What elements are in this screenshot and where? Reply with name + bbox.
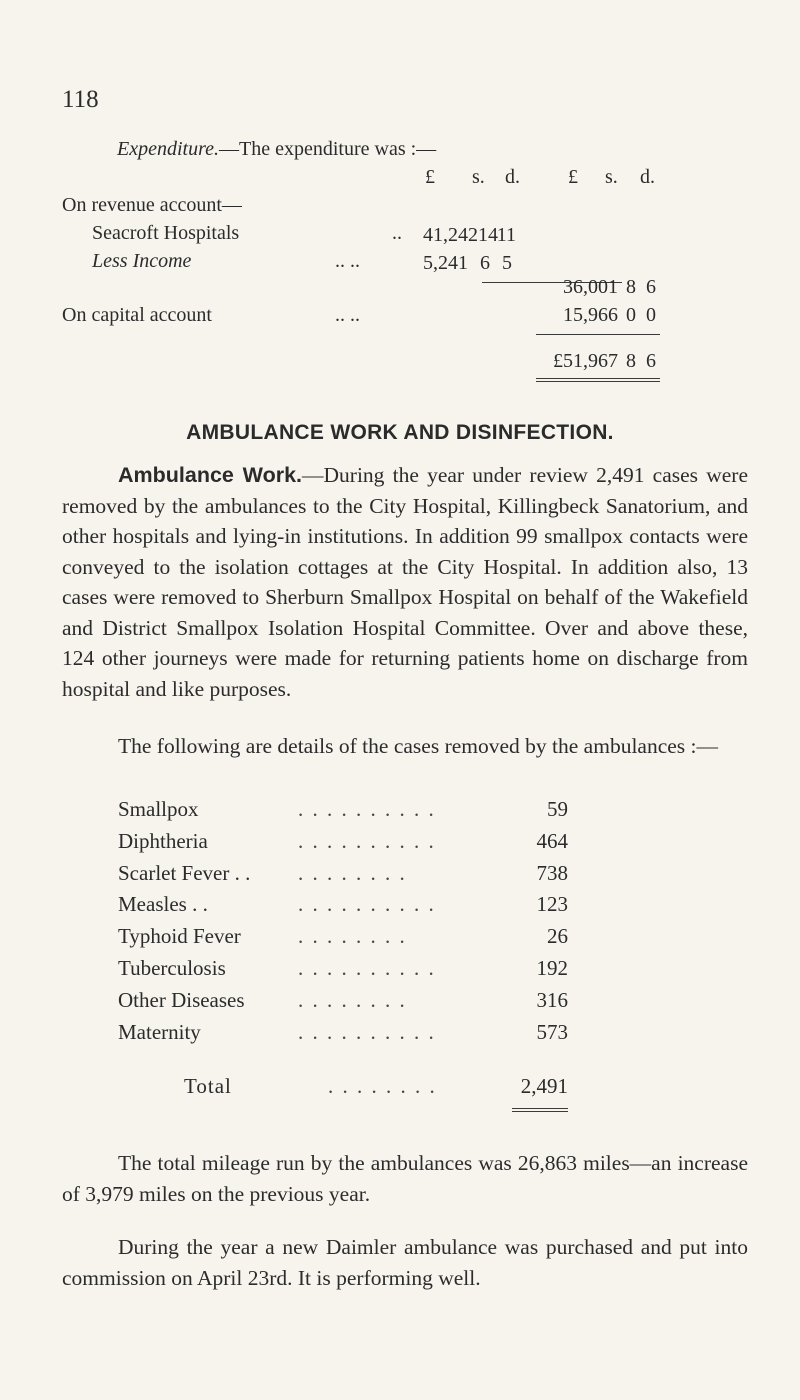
case-leader: . . . . . . . . bbox=[298, 860, 407, 885]
case-value: 573 bbox=[536, 1019, 568, 1044]
ambulance-work-paragraph bbox=[62, 460, 748, 704]
revenue-account-label: On revenue account— bbox=[62, 194, 242, 216]
col-header-shillings-2: s. bbox=[605, 166, 618, 188]
capital-account-label: On capital account bbox=[62, 304, 212, 326]
seacroft-leader: .. bbox=[392, 222, 402, 244]
case-label: Other Diseases bbox=[118, 987, 245, 1012]
case-label: Tuberculosis bbox=[118, 956, 226, 980]
case-row bbox=[118, 861, 568, 893]
capital-pounds: 15,966 bbox=[563, 304, 618, 326]
case-row bbox=[118, 924, 568, 956]
case-value: 26 bbox=[547, 924, 568, 949]
case-label: Smallpox bbox=[118, 797, 199, 821]
case-value: 192 bbox=[536, 956, 568, 980]
case-label: Diphtheria bbox=[118, 828, 208, 853]
capital-shillings: 0 bbox=[626, 304, 636, 326]
total-value: 2,491 bbox=[520, 1074, 568, 1098]
revenue-net-pounds: 36,001 bbox=[563, 276, 618, 298]
case-label: Maternity bbox=[118, 1019, 201, 1044]
col-header-pence-1: d. bbox=[505, 166, 520, 188]
total-double-rule-top bbox=[536, 378, 660, 379]
case-value: 59 bbox=[547, 797, 568, 821]
col-header-pounds-2: £ bbox=[568, 166, 578, 188]
ambulance-work-lead: Ambulance Work. bbox=[118, 463, 303, 487]
seacroft-shillings: 14 bbox=[478, 224, 498, 246]
case-row bbox=[118, 1020, 568, 1052]
case-row bbox=[118, 829, 568, 861]
case-leader: . . . . . . . . bbox=[298, 987, 407, 1012]
details-intro: The following are details of the cases removed by the ambulances :— bbox=[118, 734, 719, 758]
capital-account-leader: .. .. bbox=[335, 304, 360, 326]
less-income-leader: .. .. bbox=[335, 250, 360, 272]
ambulance-work-text: —During the year under review 2,491 cases were removed by the ambulances to the City Hospital, Killingbeck Sanatorium, and other hospitals and lying-in institutions. In addition 99 smallpox contacts were conveyed to the isolation cottages at the City Hospital. In addition also, 13 cases were removed to Sherburn Smallpox Hospital on behalf of the Wakefield and District Smallpox Isolation Hospital Committee. Over and above these, 124 other journeys were made for returning patients home on discharge from hospital and like purposes. bbox=[62, 463, 748, 701]
case-value: 464 bbox=[536, 828, 568, 853]
section-heading: AMBULANCE WORK AND DISINFECTION. bbox=[186, 421, 614, 444]
total-double-rule-bottom bbox=[536, 381, 660, 382]
case-leader: . . . . . . . . . . bbox=[298, 1019, 436, 1044]
case-leader: . . . . . . . . . . bbox=[298, 892, 436, 917]
revenue-net-pence: 6 bbox=[646, 276, 656, 298]
table-total-rule-bottom bbox=[512, 1111, 568, 1112]
case-value: 738 bbox=[536, 860, 568, 885]
col-header-pounds-1: £ bbox=[425, 166, 435, 188]
seacroft-pounds: 41,242 bbox=[423, 224, 478, 246]
case-row bbox=[118, 956, 568, 988]
table-total-rule-top bbox=[512, 1108, 568, 1109]
case-row bbox=[118, 797, 568, 829]
total-leader: . . . . . . . . bbox=[328, 1074, 437, 1098]
case-value: 316 bbox=[536, 987, 568, 1012]
less-income-pounds: 5,241 bbox=[423, 252, 468, 274]
case-row bbox=[118, 892, 568, 924]
expenditure-intro-text: —The expenditure was :— bbox=[219, 138, 437, 160]
daimler-paragraph: During the year a new Daimler ambulance was purchased and put into commission on April 23rd. It is performing well. bbox=[62, 1235, 748, 1290]
col-header-shillings-1: s. bbox=[472, 166, 485, 188]
case-row bbox=[118, 988, 568, 1020]
case-value: 123 bbox=[536, 892, 568, 917]
revenue-net-shillings: 8 bbox=[626, 276, 636, 298]
seacroft-label: Seacroft Hospitals bbox=[92, 222, 240, 244]
case-leader: . . . . . . . . . . bbox=[298, 797, 436, 821]
expenditure-heading: Expenditure. bbox=[117, 138, 220, 160]
seacroft-pence: 11 bbox=[496, 224, 516, 246]
col-header-pence-2: d. bbox=[640, 166, 655, 188]
case-label: Scarlet Fever . . bbox=[118, 860, 251, 885]
page-number: 118 bbox=[62, 86, 99, 113]
expenditure-total-pence: 6 bbox=[646, 350, 656, 372]
case-leader: . . . . . . . . . . bbox=[298, 956, 436, 980]
total-label: Total bbox=[184, 1074, 232, 1098]
capital-pence: 0 bbox=[646, 304, 656, 326]
case-label: Typhoid Fever bbox=[118, 924, 241, 949]
case-leader: . . . . . . . . . . bbox=[298, 828, 436, 853]
less-income-shillings: 6 bbox=[480, 252, 490, 274]
expenditure-total-pounds: £51,967 bbox=[553, 350, 618, 372]
expenditure-total-shillings: 8 bbox=[626, 350, 636, 372]
less-income-label: Less Income bbox=[92, 250, 192, 272]
less-income-pence: 5 bbox=[502, 252, 512, 274]
mileage-paragraph: The total mileage run by the ambulances was 26,863 miles—an increase of 3,979 miles on the previous year. bbox=[62, 1151, 748, 1206]
case-label: Measles . . bbox=[118, 892, 208, 917]
total-row bbox=[118, 1074, 568, 1106]
sum-rule bbox=[536, 334, 660, 335]
case-leader: . . . . . . . . bbox=[298, 924, 407, 949]
expenditure-intro bbox=[117, 138, 436, 161]
